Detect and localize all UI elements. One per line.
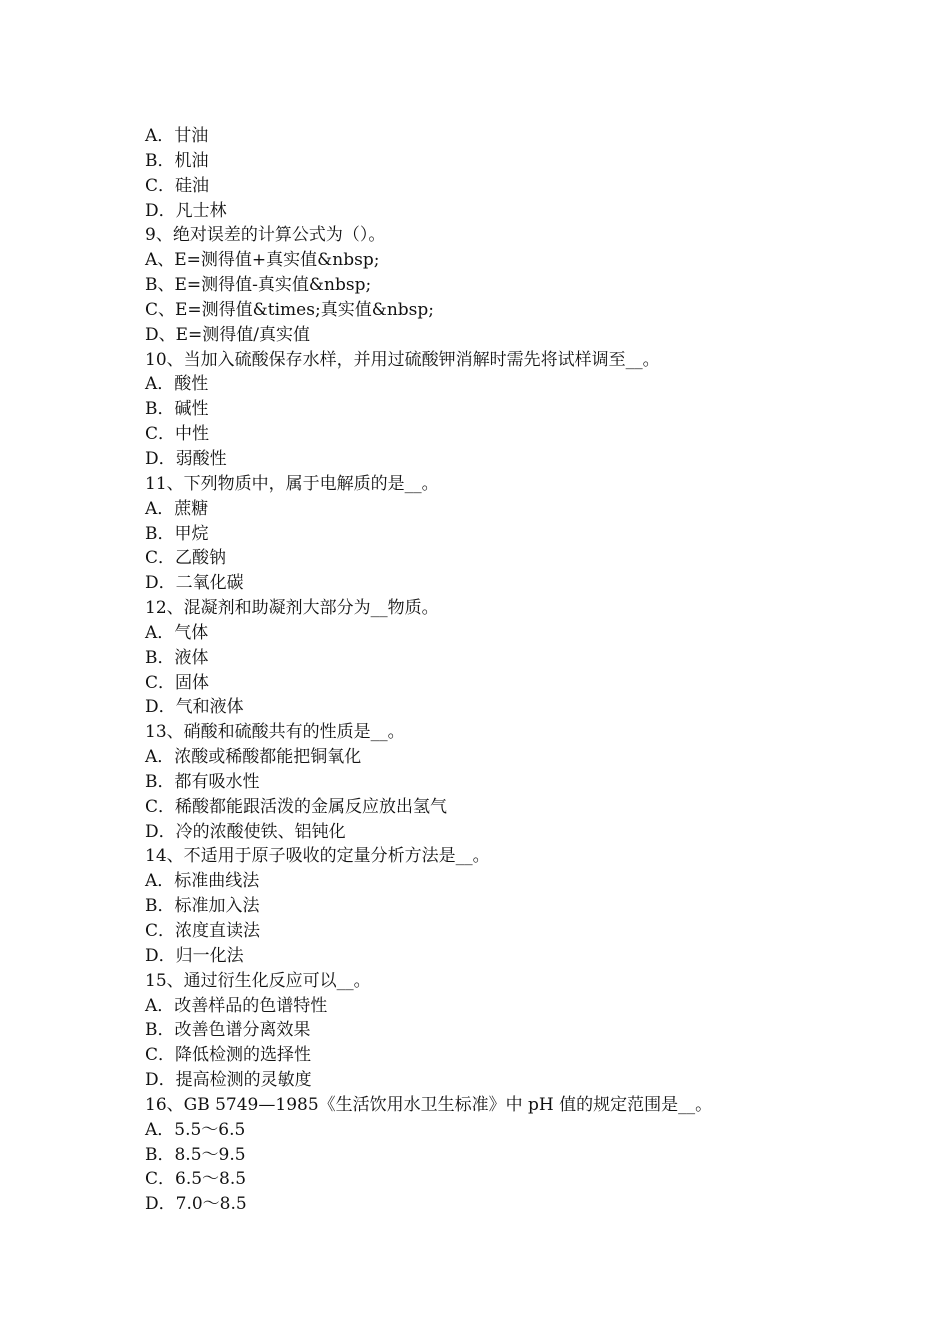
- option-a: A、E=测得值+真实值&nbsp;: [145, 250, 380, 271]
- option-a: A．5.5～6.5: [145, 1119, 246, 1140]
- question-12: 12、混凝剂和助凝剂大部分为__物质。: [145, 598, 439, 619]
- option-d: D、E=测得值/真实值: [145, 324, 311, 345]
- question-14: 14、不适用于原子吸收的定量分析方法是__。: [145, 846, 490, 867]
- option-d: D．冷的浓酸使铁、铝钝化: [145, 821, 346, 842]
- question-10: 10、当加入硫酸保存水样，并用过硫酸钾消解时需先将试样调至__。: [145, 349, 660, 370]
- option-d: D．二氧化碳: [145, 573, 244, 594]
- option-a: A．蔗糖: [145, 498, 209, 519]
- option-d: D．归一化法: [145, 945, 244, 966]
- option-c: C．稀酸都能跟活泼的金属反应放出氢气: [145, 796, 448, 817]
- option-c: C．降低检测的选择性: [145, 1045, 312, 1066]
- option-c: C、E=测得值&times;真实值&nbsp;: [145, 299, 434, 320]
- question-16: 16、GB 5749—1985《生活饮用水卫生标准》中 pH 值的规定范围是__。: [145, 1094, 713, 1115]
- option-b: B．液体: [145, 647, 209, 668]
- option-b: B、E=测得值-真实值&nbsp;: [145, 275, 372, 296]
- option-a: A．标准曲线法: [145, 871, 260, 892]
- option-d: D．气和液体: [145, 697, 244, 718]
- option-c: C．硅油: [145, 175, 210, 196]
- option-c: C．乙酸钠: [145, 548, 227, 569]
- option-a: A．改善样品的色谱特性: [145, 995, 328, 1016]
- option-a: A．酸性: [145, 374, 209, 395]
- option-d: D．提高检测的灵敏度: [145, 1070, 312, 1091]
- question-13: 13、硝酸和硫酸共有的性质是__。: [145, 722, 405, 743]
- question-11: 11、下列物质中，属于电解质的是__。: [145, 473, 439, 494]
- question-9: 9、绝对误差的计算公式为（）。: [145, 225, 386, 246]
- option-a: A．甘油: [145, 126, 209, 146]
- question-15: 15、通过衍生化反应可以__。: [145, 970, 371, 991]
- option-d: D．凡士林: [145, 200, 227, 221]
- document-body: [145, 124, 865, 1217]
- option-b: B．8.5～9.5: [145, 1144, 246, 1165]
- option-b: B．标准加入法: [145, 896, 260, 917]
- option-c: C．浓度直读法: [145, 921, 261, 941]
- option-d: D．弱酸性: [145, 448, 227, 469]
- option-c: C．固体: [145, 672, 210, 693]
- option-c: C．6.5～8.5: [145, 1169, 247, 1190]
- option-b: B．机油: [145, 150, 209, 171]
- option-d: D．7.0～8.5: [145, 1194, 247, 1215]
- option-b: B．改善色谱分离效果: [145, 1020, 311, 1041]
- option-a: A．气体: [145, 622, 209, 643]
- option-b: B．都有吸水性: [145, 771, 260, 792]
- option-c: C．中性: [145, 424, 210, 445]
- option-b: B．碱性: [145, 399, 209, 420]
- option-a: A．浓酸或稀酸都能把铜氧化: [145, 747, 362, 768]
- option-b: B．甲烷: [145, 523, 209, 544]
